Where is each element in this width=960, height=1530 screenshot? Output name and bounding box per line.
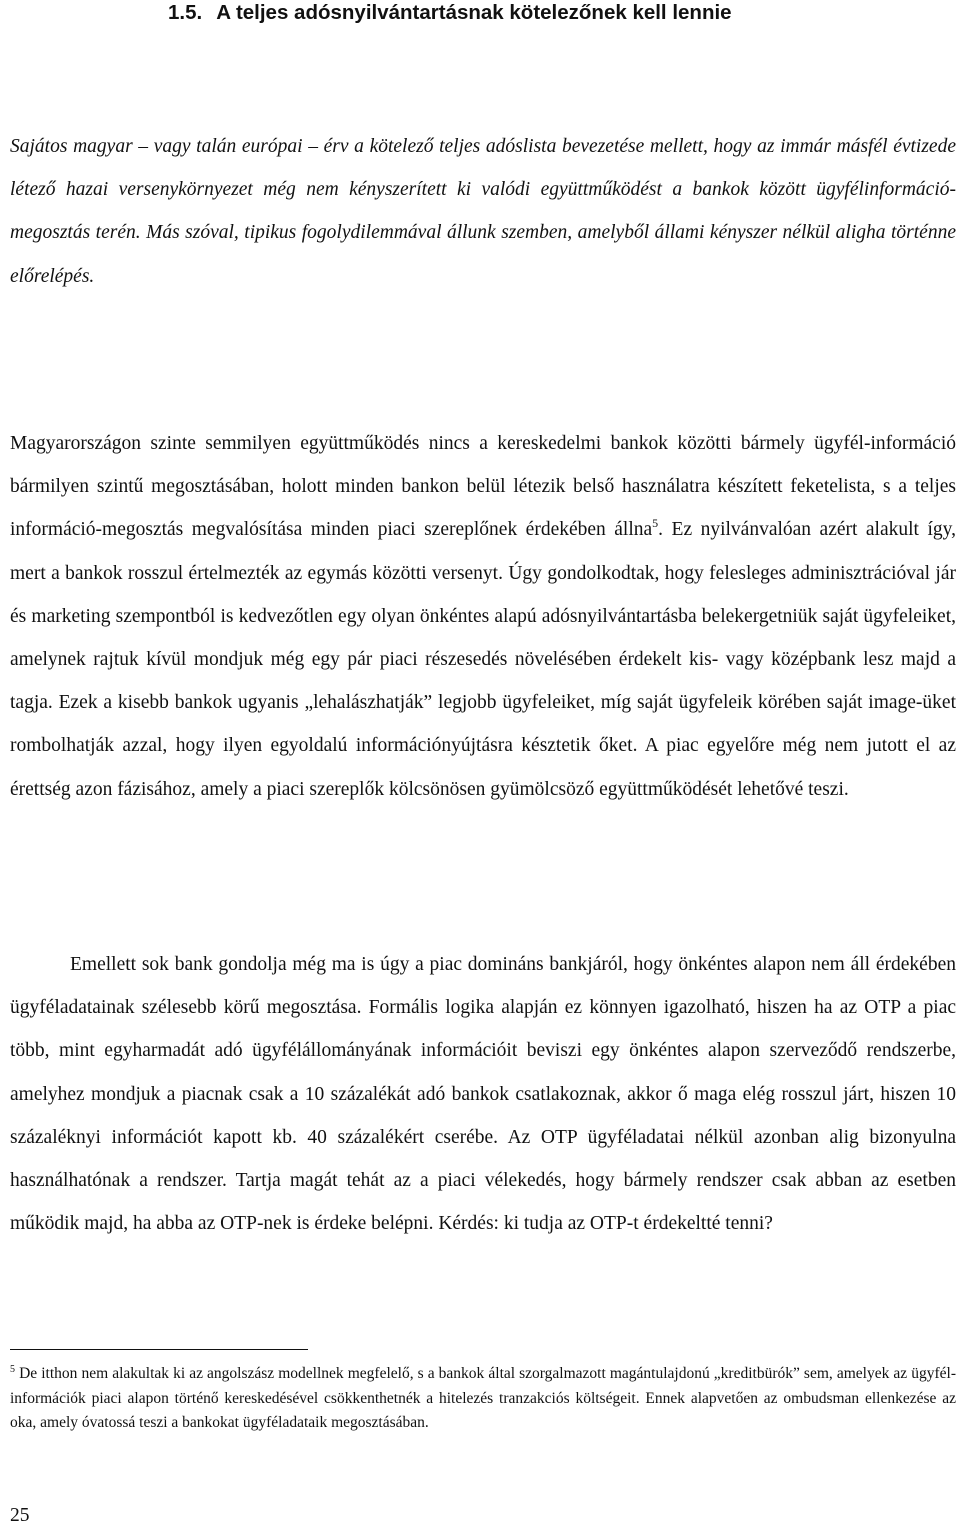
footnote (10, 1362, 956, 1436)
section-title: A teljes adósnyilvántartásnak kötelezőnek kell lennie (216, 1, 732, 24)
section-heading (168, 0, 732, 26)
italic-paragraph: Sajátos magyar – vagy talán európai – érv a kötelező teljes adóslista bevezetése mellett, hogy az immár másfél évtizede létező hazai versenykörnyezet még nem kényszerített ki valódi együttműködést a bankok között ügyfélinformáció-megosztás terén. Más szóval, tipikus fogolydilemmával állunk szemben, amelyből állami kényszer nélkül aligha történne előrelépés. (10, 136, 956, 287)
body-paragraph-2: Emellett sok bank gondolja még ma is úgy a piac domináns bankjáról, hogy önkéntes alapon nem áll érdekében ügyféladatainak szélesebb körű megosztása. Formális logika alapján ez könnyen igazolható, hiszen ha az OTP a piac több, mint egyharmadát adó ügyfélállományának információit beviszi egy önkéntes alapon szerveződő rendszerbe, amelyhez mondjuk a piacnak csak a 10 százalékát adó bankok csatlakoznak, akkor ő maga elég rosszul járt, hiszen 10 százaléknyi információt kapott kb. 40 százalékért cserébe. Az OTP ügyféladatai nélkül azonban alig bizonyulna használhatónak a rendszer. Tartja magát tehát az a piaci vélekedés, hogy bármely rendszer csak abban az esetben működik majd, ha abba az OTP-nek is érdeke belépni. Kérdés: ki tudja az OTP-t érdekeltté tenni? (10, 954, 956, 1235)
footnote-separator (10, 1349, 308, 1350)
paragraph1-text-end: . Ez nyilvánvalóan azért alakult így, mert a bankok rosszul értelmezték az egymás közötti versenyt. Úgy gondolkodtak, hogy felesleges adminisztrációval jár és marketing szempontból is kedvezőtlen egy olyan önkéntes alapú adósnyilvántartásba belekergetniük saját ügyfeleiket, amelynek rajtuk kívül mondjuk még egy pár piaci részesedés növelésében érdekelt kis- vagy középbank lesz majd a tagja. Ezek a kisebb bankok ugyanis „lehalászhatják” legjobb ügyfeleiket, míg saját ügyfeleik körében saját image-üket rombolhatják azzal, hogy ilyen egyoldalú információnyújtásra késztetik őket. A piac egyelőre még nem jutott el az érettség azon fázisához, amely a piaci szereplők kölcsönösen gyümölcsöző együttműködését lehetővé teszi. (10, 519, 956, 800)
body-paragraph-1 (10, 422, 956, 811)
footnote-reference[interactable]: 5 (652, 516, 659, 531)
footnote-mark: 5 (10, 1364, 15, 1375)
paragraph1-text-start: Magyarországon szinte semmilyen együttműködés nincs a kereskedelmi bankok közötti bármely ügyfél-információ bármilyen szintű megosztásában, holott minden bankon belül létezik belső használatra készített feketelista, s a teljes információ-megosztás megvalósítása minden piaci szereplőnek érdekében állna (10, 433, 956, 541)
section-number: 1.5. (168, 1, 203, 24)
page-number: 25 (10, 1505, 30, 1526)
footnote-text: De itthon nem alakultak ki az angolszász modellnek megfelelő, s a bankok által szorgalmazott magántulajdonú „kreditbürók” sem, amelyek az ügyfél-információk piaci alapon történő kereskedésével csökkenthetnék a hitelezés tranzakciós költségeit. Ennek alapvetően az ombudsman ellenkezése az oka, amely óvatossá teszi a bankokat ügyféladataik megosztásában. (10, 1365, 956, 1431)
